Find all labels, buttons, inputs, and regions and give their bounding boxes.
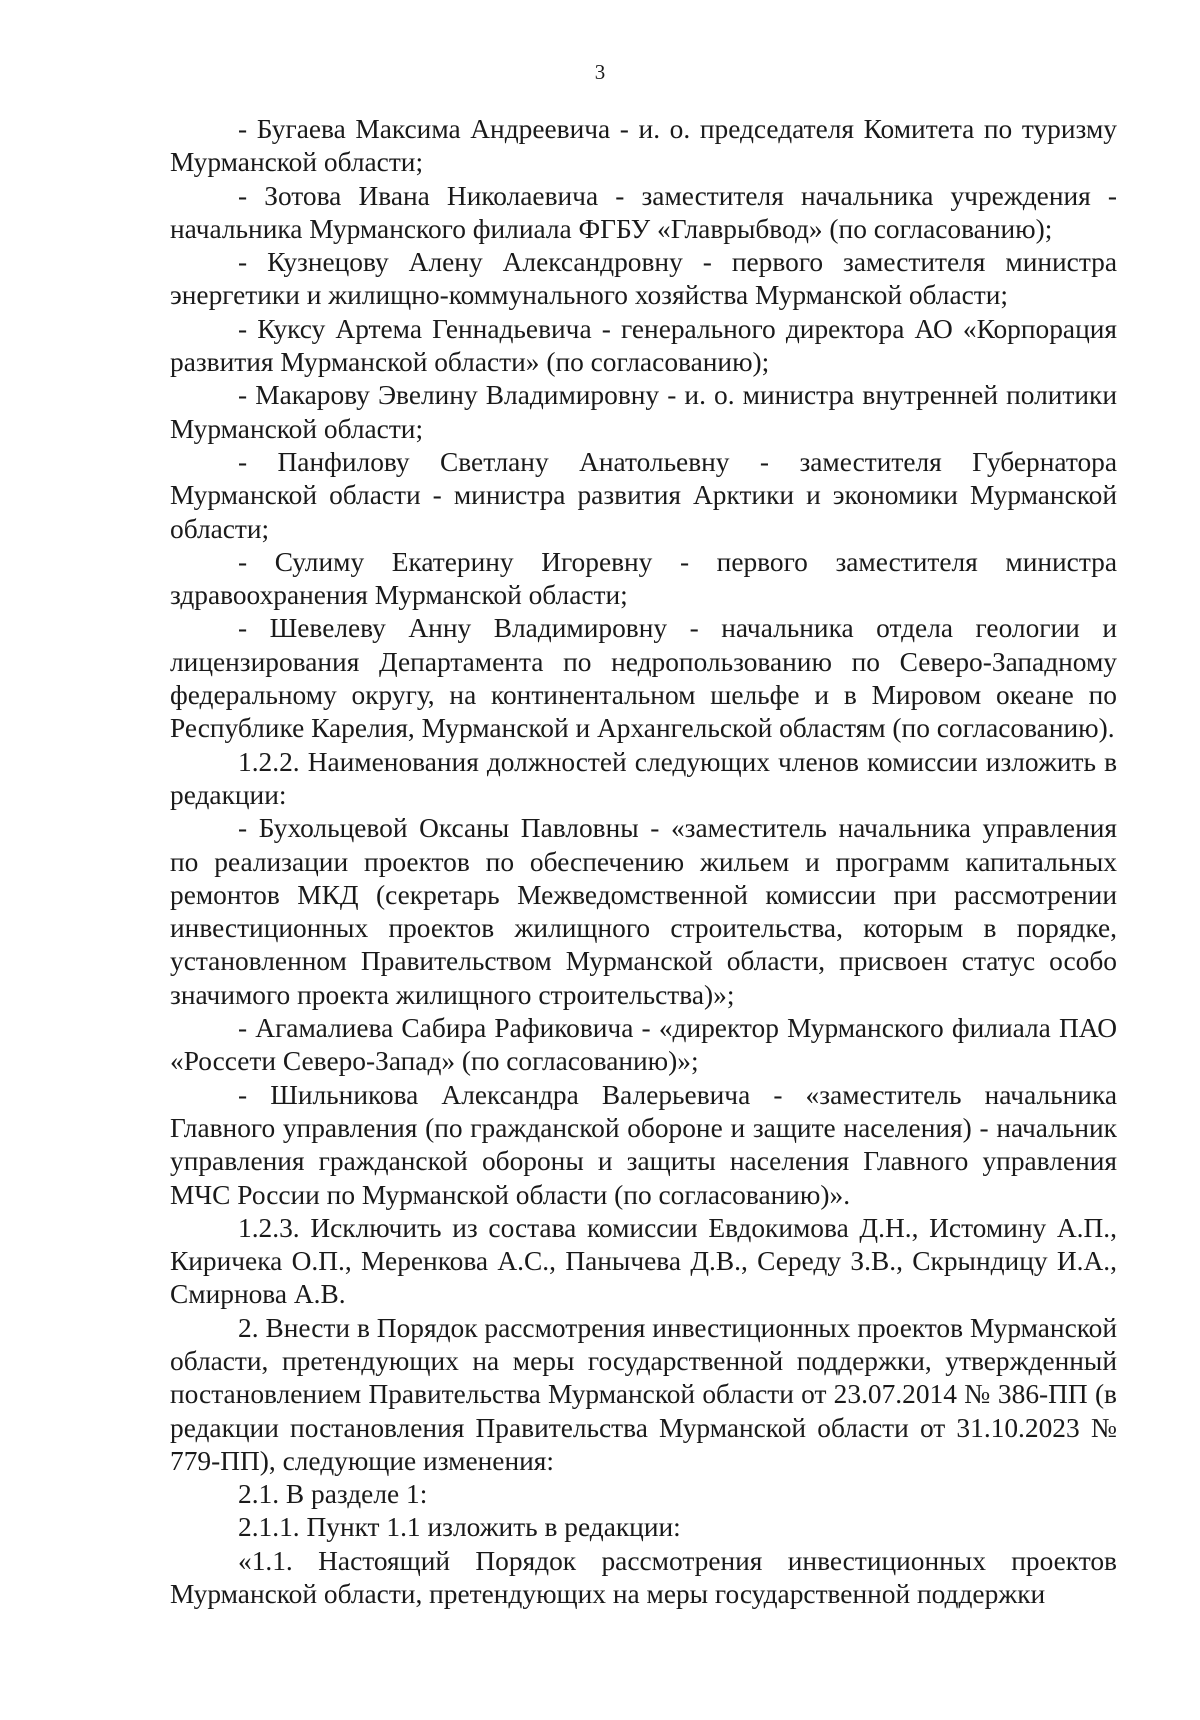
page-number: 3 xyxy=(594,60,606,84)
paragraph-zotov: - Зотова Ивана Николаевича - заместителя начальника учреждения - начальника Мурманского филиала ФГБУ «Главрыбвод» (по согласованию); xyxy=(170,180,1117,244)
document-body xyxy=(170,113,1117,1611)
paragraph-bukholtseva: - Бухольцевой Оксаны Павловны - «заместитель начальника управления по реализации проектов по обеспечению жильем и программ капитальных ремонтов МКД (секретарь Межведомственной комиссии при рассмотрении инвестиционных проектов жилищного строительства, которым в порядке, установленном Правительством Мурманской области, присвоен статус особо значимого проекта жилищного строительства)»; xyxy=(170,813,1117,1010)
paragraph-2-1: 2.1. В разделе 1: xyxy=(238,1479,428,1510)
paragraph-2: 2. Внести в Порядок рассмотрения инвестиционных проектов Мурманской области, претендующих на меры государственной поддержки, утвержденный постановлением Правительства Мурманской области от 23.07.2014 № 386-ПП (в редакции постановления Правительства Мурманской области от 31.10.2023 № 779-ПП), следующие изменения: xyxy=(170,1312,1117,1476)
paragraph-1-2-3: 1.2.3. Исключить из состава комиссии Евдокимова Д.Н., Истомину А.П., Киричека О.П., Меренкова А.С., Панычева Д.В., Середу З.В., Скрындицу И.А., Смирнова А.В. xyxy=(170,1212,1117,1310)
paragraph-sulima: - Сулиму Екатерину Игоревну - первого заместителя министра здравоохранения Мурманской области; xyxy=(170,546,1117,611)
paragraph-1-1-quote: «1.1. Настоящий Порядок рассмотрения инвестиционных проектов Мурманской области, претендующих на меры государственной поддержки xyxy=(170,1545,1117,1610)
paragraph-agamaliev: - Агамалиева Сабира Рафиковича - «директор Мурманского филиала ПАО «Россети Северо-Запад» (по согласованию)»; xyxy=(170,1013,1117,1077)
paragraph-kuznetsova: - Кузнецову Алену Александровну - первого заместителя министра энергетики и жилищно-коммунального хозяйства Мурманской области; xyxy=(170,247,1117,311)
paragraph-2-1-1: 2.1.1. Пункт 1.1 изложить в редакции: xyxy=(238,1512,681,1543)
paragraph-bugaev: - Бугаева Максима Андреевича - и. о. председателя Комитета по туризму Мурманской области; xyxy=(170,114,1117,178)
paragraph-kuksa: - Куксу Артема Геннадьевича - генерального директора АО «Корпорация развития Мурманской области» (по согласованию); xyxy=(170,313,1117,378)
paragraph-1-2-2: 1.2.2. Наименования должностей следующих членов комиссии изложить в редакции: xyxy=(170,746,1117,810)
paragraph-shilnikov: - Шильникова Александра Валерьевича - «заместитель начальника Главного управления (по гражданской обороне и защите населения) - начальник управления гражданской обороны и защиты населения Главного управления МЧС России по Мурманской области (по согласованию)». xyxy=(170,1079,1117,1210)
paragraph-sheveleva: - Шевелеву Анну Владимировну - начальника отдела геологии и лицензирования Департамента по недропользованию по Северо-Западному федеральному округу, на континентальном шельфе и в Мировом океане по Республике Карелия, Мурманской и Архангельской областям (по согласованию). xyxy=(170,613,1117,744)
paragraph-panfilova: - Панфилову Светлану Анатольевну - заместителя Губернатора Мурманской области - министра развития Арктики и экономики Мурманской области; xyxy=(170,446,1117,544)
paragraph-makarova: - Макарову Эвелину Владимировну - и. о. министра внутренней политики Мурманской области; xyxy=(170,380,1117,444)
